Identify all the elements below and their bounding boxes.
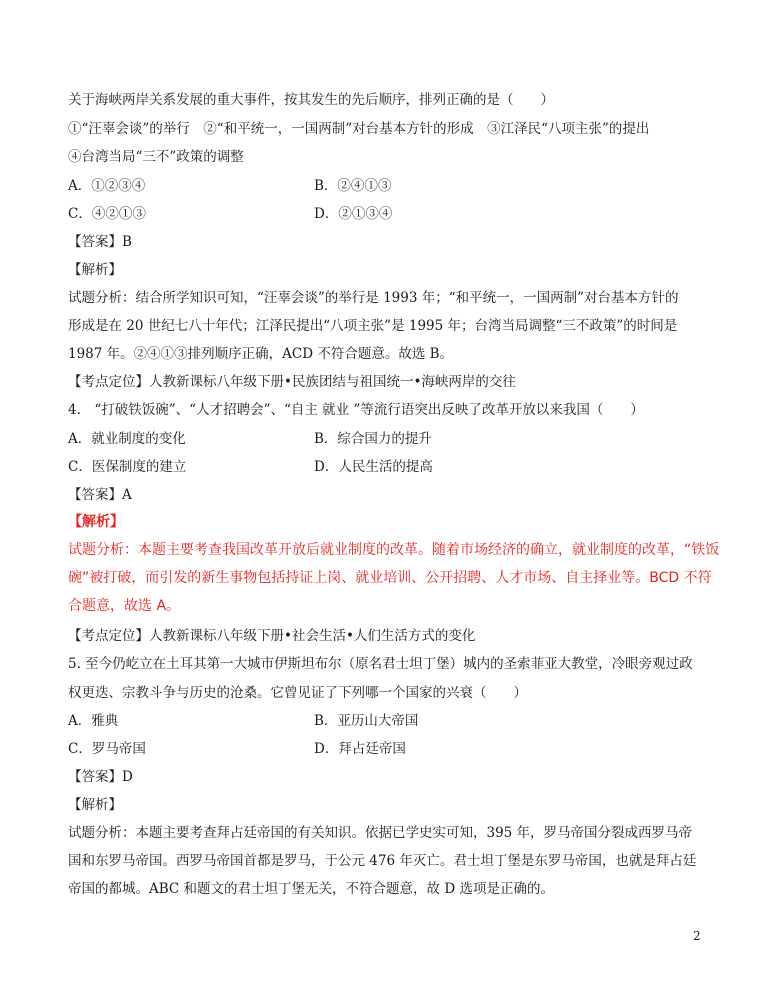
q3-analysis-line: 试题分析：结合所学知识可知，“汪辜会谈”的举行是 1993 年；“和平统一，一国两制”对台基本方针的: [68, 290, 679, 306]
q4-option-b: B．综合国力的提升: [314, 431, 432, 447]
q4-option-c: C．医保制度的建立: [68, 459, 187, 475]
q3-items-line2: ④台湾当局“三不”政策的调整: [68, 149, 244, 165]
q5-option-c: C．罗马帝国: [68, 741, 146, 757]
q5-option-d: D．拜占廷帝国: [314, 741, 406, 757]
q4-analysis-label: 【解析】: [68, 514, 124, 530]
q3-answer: 【答案】B: [68, 234, 132, 250]
q3-option-b: B．②④①③: [314, 178, 392, 194]
q3-items-line1: ①“汪辜会谈”的举行 ②“和平统一，一国两制”对台基本方针的形成 ③江泽民“八项主张”的提出: [68, 121, 650, 137]
q5-answer: 【答案】D: [68, 769, 133, 785]
q3-option-d: D．②①③④: [314, 206, 393, 222]
q3-analysis-line: 形成是在 20 世纪七八十年代；江泽民提出“八项主张”是 1995 年；台湾当局调整“三不政策”的时间是: [68, 318, 678, 334]
q4-stem: 4. “打破铁饭碗”、“人才招聘会”、“自主 就业 ”等流行语突出反映了改革开放以来我国（ ）: [68, 402, 644, 418]
q5-analysis-line: 帝国的都城。ABC 和题文的君士坦丁堡无关，不符合题意，故 D 选项是正确的。: [68, 881, 554, 897]
q4-analysis-line: 碗”被打破，而引发的新生事物包括持证上岗、就业培训、公开招聘、人才市场、自主择业等。BCD 不符: [68, 570, 712, 586]
q5-analysis-label: 【解析】: [68, 797, 122, 813]
q3-analysis-label: 【解析】: [68, 262, 122, 278]
q4-analysis-line: 试题分析：本题主要考查我国改革开放后就业制度的改革。随着市场经济的确立，就业制度的改革，“铁饭: [68, 542, 720, 558]
q5-analysis-line: 试题分析：本题主要考查拜占廷帝国的有关知识。依据已学史实可知，395 年，罗马帝国分裂成西罗马帝: [68, 825, 693, 841]
q5-option-a: A．雅典: [68, 713, 119, 729]
q5-stem-line: 权更迭、宗教斗争与历史的沧桑。它曾见证了下列哪一个国家的兴衰（ ）: [68, 685, 527, 701]
q3-analysis-line: 1987 年。②④①③排列顺序正确，ACD 不符合题意。故选 B。: [68, 346, 454, 362]
q4-option-d: D．人民生活的提高: [314, 459, 433, 475]
q3-option-a: A．①②③④: [68, 178, 146, 194]
q4-kaodian: 【考点定位】人教新课标八年级下册•社会生活•人们生活方式的变化: [68, 628, 476, 644]
q4-answer: 【答案】A: [68, 487, 132, 503]
q3-stem: 关于海峡两岸关系发展的重大事件，按其发生的先后顺序，排列正确的是（ ）: [68, 92, 554, 108]
q3-option-c: C．④②①③: [68, 206, 146, 222]
q4-analysis-line: 合题意，故选 A。: [68, 598, 181, 614]
page-number: 2: [693, 929, 701, 943]
q5-analysis-line: 国和东罗马帝国。西罗马帝国首都是罗马，于公元 476 年灭亡。君士坦丁堡是东罗马帝国，也就是拜占廷: [68, 853, 697, 869]
q5-option-b: B．亚历山大帝国: [314, 713, 419, 729]
q5-stem-line: 5. 至今仍屹立在土耳其第一大城市伊斯坦布尔（原名君士坦丁堡）城内的圣索菲亚大教堂，冷眼旁观过政: [68, 656, 693, 672]
q4-option-a: A．就业制度的变化: [68, 431, 186, 447]
q3-kaodian: 【考点定位】人教新课标八年级下册•民族团结与祖国统一•海峡两岸的交往: [68, 374, 516, 390]
